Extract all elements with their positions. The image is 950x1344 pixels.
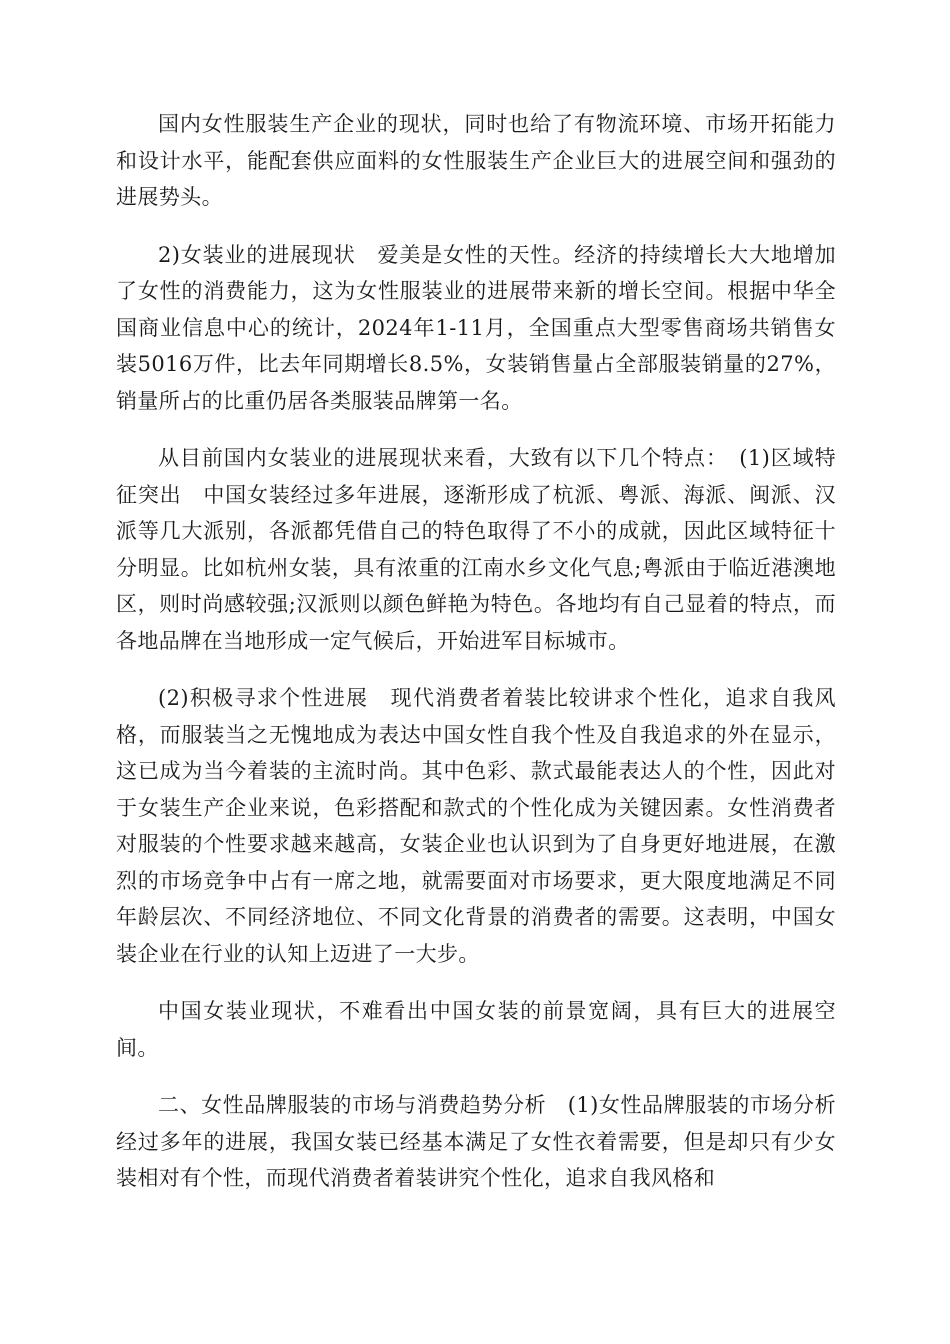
paragraph-5: 中国女装业现状，不难看出中国女装的前景宽阔，具有巨大的进展空间。: [116, 999, 836, 1060]
paragraph-1: 国内女性服装生产企业的现状，同时也给了有物流环境、市场开拓能力和设计水平，能配套供应面料的女性服装生产企业巨大的进展空间和强劲的进展势头。: [116, 112, 836, 209]
paragraph-3: 从目前国内女装业的进展现状来看，大致有以下几个特点： (1)区域特征突出 中国女装经过多年进展，逐渐形成了杭派、粤派、海派、闽派、汉派等几大派别，各派都凭借自己的特色取得了不小的成就，因此区域特征十分明显。比如杭州女装，具有浓重的江南水乡文化气息;粤派由于临近港澳地区，则时尚感较强;汉派则以颜色鲜艳为特色。各地均有自己显着的特点，而各地品牌在当地形成一定气候后，开始进军目标城市。: [116, 446, 836, 653]
paragraph-4: (2)积极寻求个性进展 现代消费者着装比较讲求个性化，追求自我风格，而服装当之无愧地成为表达中国女性自我个性及自我追求的外在显示，这已成为当今着装的主流时尚。其中色彩、款式最能表达人的个性，因此对于女装生产企业来说，色彩搭配和款式的个性化成为关键因素。女性消费者对服装的个性要求越来越高，女装企业也认识到为了自身更好地进展，在激烈的市场竞争中占有一席之地，就需要面对市场要求，更大限度地满足不同年龄层次、不同经济地位、不同文化背景的消费者的需要。这表明，中国女装企业在行业的认知上迈进了一大步。: [116, 686, 836, 966]
paragraph-6: 二、女性品牌服装的市场与消费趋势分析 (1)女性品牌服装的市场分析 经过多年的进展，我国女装已经基本满足了女性衣着需要，但是却只有少女装相对有个性，而现代消费者着装讲究个性化，追求自我风格和: [116, 1093, 858, 1190]
paragraph-2: 2)女装业的进展现状 爱美是女性的天性。经济的持续增长大大地增加了女性的消费能力，这为女性服装业的进展带来新的增长空间。根据中华全国商业信息中心的统计，2024年1-11月，全国重点大型零售商场共销售女装5016万件，比去年同期增长8.5%，女装销售量占全部服装销量的27%，销量所占的比重仍居各类服装品牌第一名。: [116, 242, 836, 413]
document-body: [116, 106, 858, 1218]
